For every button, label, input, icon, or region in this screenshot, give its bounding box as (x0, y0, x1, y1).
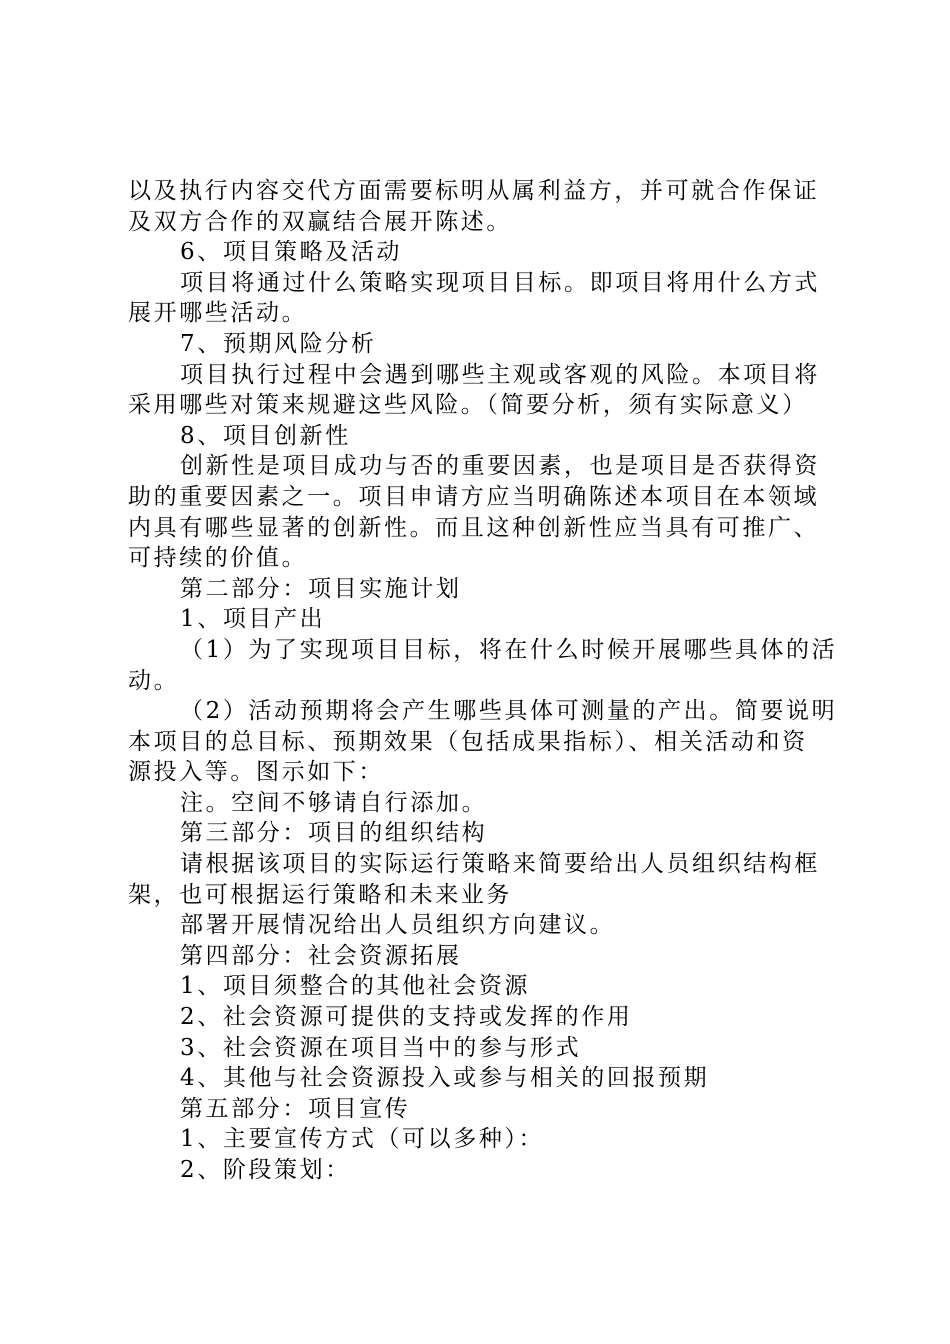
text-line: 6、项目策略及活动 (180, 239, 403, 266)
text-line: 动。 (128, 667, 180, 694)
text-line: 项目将通过什么策略实现项目目标。即项目将用什么方式 (180, 269, 820, 296)
text-line: 展开哪些活动。 (128, 300, 308, 327)
text-line: 请根据该项目的实际运行策略来简要给出人员组织结构框 (180, 851, 820, 878)
text-line: （1）为了实现项目目标，将在什么时候开展哪些具体的活 (180, 636, 838, 663)
text-line: 本项目的总目标、预期效果（包括成果指标）、相关活动和资 (128, 728, 808, 755)
text-line: 及双方合作的双赢结合展开陈述。 (128, 208, 512, 235)
text-line: 第二部分：项目实施计划 (180, 575, 462, 602)
text-line: 1、项目须整合的其他社会资源 (180, 973, 531, 1000)
document-body (128, 176, 838, 1186)
text-line: 4、其他与社会资源投入或参与相关的回报预期 (180, 1065, 710, 1092)
text-line: 7、预期风险分析 (180, 330, 377, 357)
text-line: 内具有哪些显著的创新性。而且这种创新性应当具有可推广、 (128, 514, 820, 541)
text-line: 8、项目创新性 (180, 422, 351, 449)
text-line: 架，也可根据运行策略和未来业务 (128, 881, 512, 908)
text-line: 采用哪些对策来规避这些风险。（简要分析，须有实际意义） (128, 392, 808, 419)
text-line: 以及执行内容交代方面需要标明从属利益方，并可就合作保证 (128, 178, 820, 204)
text-line: 2、社会资源可提供的支持或发挥的作用 (180, 1004, 633, 1031)
text-line: （2）活动预期将会产生哪些具体可测量的产出。简要说明 (180, 698, 838, 725)
text-line: 注。空间不够请自行添加。 (180, 789, 488, 816)
text-line: 3、社会资源在项目当中的参与形式 (180, 1034, 582, 1061)
text-line: 1、主要宣传方式（可以多种）： (180, 1126, 545, 1153)
text-line: 第三部分：项目的组织结构 (180, 820, 488, 847)
text-line: 第四部分：社会资源拓展 (180, 942, 462, 969)
text-line: 2、阶段策划： (180, 1157, 351, 1183)
text-line: 项目执行过程中会遇到哪些主观或客观的风险。本项目将 (180, 361, 820, 388)
text-line: 1、项目产出 (180, 606, 326, 633)
text-line: 创新性是项目成功与否的重要因素，也是项目是否获得资 (180, 453, 820, 480)
text-line: 可持续的价值。 (128, 545, 308, 572)
text-line: 助的重要因素之一。项目申请方应当明确陈述本项目在本领域 (128, 483, 820, 510)
text-line: 部署开展情况给出人员组织方向建议。 (180, 912, 616, 939)
text-line: 源投入等。图示如下： (128, 759, 384, 786)
text-line: 第五部分：项目宣传 (180, 1095, 411, 1122)
